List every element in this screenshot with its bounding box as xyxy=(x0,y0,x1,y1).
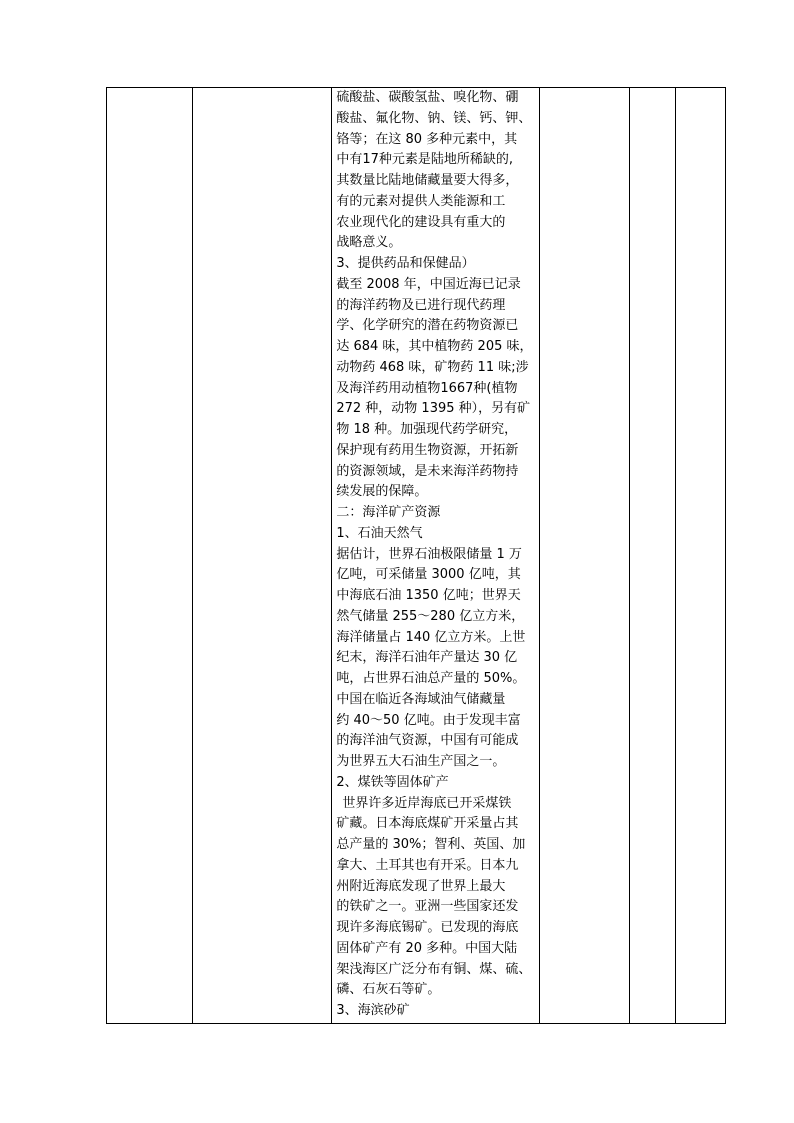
text-line: 世界许多近岸海底已开采煤铁 xyxy=(342,795,512,811)
text-line: 矿藏。日本海底煤矿开采量占其 xyxy=(336,816,519,832)
section-heading: 3、海滨砂矿 xyxy=(336,1003,410,1018)
text-line: 架浅海区广泛分布有铜、煤、硫、 xyxy=(336,961,532,977)
text-line: 拿大、土耳其也有开采。日本九 xyxy=(336,857,519,873)
text-line: 保护现有药用生物资源，开拓新 xyxy=(336,442,519,458)
text-line: 现许多海底锡矿。已发现的海底 xyxy=(336,920,519,935)
text-line: 吨，占世界石油总产量的 50%。 xyxy=(336,671,526,686)
text-line: 战略意义。 xyxy=(336,235,402,251)
section-heading: 二：海洋矿产资源 xyxy=(336,505,441,520)
text-line: 的铁矿之一。亚洲一些国家还发 xyxy=(336,899,519,915)
text-line: 物 18 种。加强现代药学研究， xyxy=(336,422,518,437)
table-cell-1 xyxy=(107,88,193,1024)
content-text xyxy=(332,88,538,1022)
text-line: 总产量的 30%；智利、英国、加 xyxy=(336,837,526,852)
text-line: 中有17种元素是陆地所稀缺的, xyxy=(336,152,514,168)
text-line: 达 684 味，其中植物药 205 味， xyxy=(336,339,533,354)
text-line: 铬等；在这 80 多种元素中，其 xyxy=(336,131,518,147)
text-line: 亿吨，可采储量 3000 亿吨，其 xyxy=(336,567,521,583)
text-line: 固体矿产有 20 多种。中国大陆 xyxy=(336,940,518,956)
text-line: 州附近海底发现了世界上最大 xyxy=(336,878,506,894)
text-line: 为世界五大石油生产国之一。 xyxy=(336,754,506,769)
text-line: 中海底石油 1350 亿吨；世界天 xyxy=(336,588,521,603)
text-line: 截至 2008 年，中国近海已记录 xyxy=(336,276,521,292)
text-line: 及海洋药用动植物1667种(植物 xyxy=(336,380,518,396)
text-line: 农业现代化的建设具有重大的 xyxy=(336,214,506,230)
section-heading: 1、石油天然气 xyxy=(336,525,423,541)
text-line: 海洋储量占 140 亿立方米。上世 xyxy=(336,629,526,645)
text-line: 然气储量 255～280 亿立方米， xyxy=(336,608,525,624)
text-line: 动物药 468 味，矿物药 11 味;涉 xyxy=(336,359,529,375)
text-line: 续发展的保障。 xyxy=(336,484,428,500)
table-cell-2 xyxy=(193,88,332,1024)
text-line: 中国在临近各海域油气储藏量 xyxy=(336,691,506,707)
section-heading: 3、提供药品和保健品） xyxy=(336,256,475,271)
text-line: 硫酸盐、碳酸氢盐、嗅化物、硼 xyxy=(336,90,519,105)
table-cell-content xyxy=(332,88,539,1024)
text-line: 酸盐、氟化物、钠、镁、钙、钾、 xyxy=(336,110,532,126)
table-cell-4 xyxy=(539,88,629,1024)
text-line: 据估计，世界石油极限储量 1 万 xyxy=(336,546,522,562)
text-line: 其数量比陆地储藏量要大得多， xyxy=(336,173,519,188)
table-row xyxy=(107,88,726,1024)
text-line: 磷、石灰石等矿。 xyxy=(336,982,441,998)
lesson-table xyxy=(106,87,726,1024)
text-line: 的海洋药物及已进行现代药理 xyxy=(336,297,506,313)
text-line: 272 种，动物 1395 种），另有矿 xyxy=(336,401,531,417)
table-cell-6 xyxy=(675,88,725,1024)
text-line: 学、化学研究的潜在药物资源已 xyxy=(336,318,519,334)
section-heading: 2、煤铁等固体矿产 xyxy=(336,774,449,790)
text-line: 纪末，海洋石油年产量达 30 亿 xyxy=(336,650,518,666)
text-line: 有的元素对提供人类能源和工 xyxy=(336,193,506,209)
table-cell-5 xyxy=(629,88,675,1024)
text-line: 的资源领域，是未来海洋药物持 xyxy=(336,463,519,479)
text-line: 约 40～50 亿吨。由于发现丰富 xyxy=(336,712,521,728)
text-line: 的海洋油气资源，中国有可能成 xyxy=(336,733,519,749)
